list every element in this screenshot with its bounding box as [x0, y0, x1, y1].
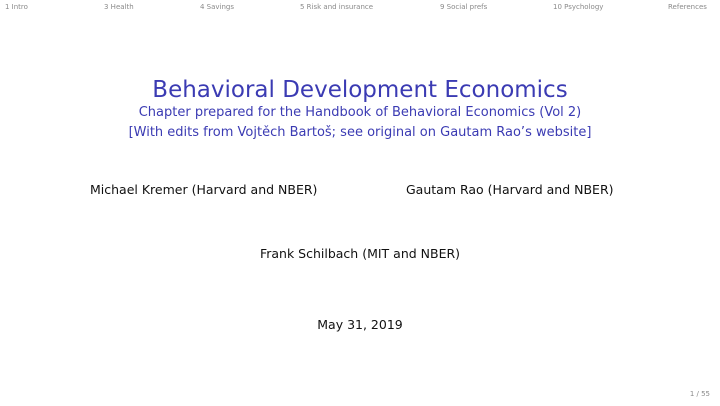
nav-item-health[interactable]: 3 Health [104, 3, 134, 11]
author-schilbach: Frank Schilbach (MIT and NBER) [259, 246, 461, 261]
slide-subtitle-line-2: [With edits from Vojtěch Bartoš; see original on Gautam Rao’s website] [128, 125, 592, 140]
nav-item-psychology[interactable]: 10 Psychology [553, 3, 604, 11]
page-number: 1 / 55 [689, 390, 710, 398]
section-navigation [0, 3, 720, 15]
slide-date: May 31, 2019 [317, 317, 403, 332]
slide-title: Behavioral Development Economics [152, 77, 568, 103]
nav-item-savings[interactable]: 4 Savings [200, 3, 235, 11]
nav-item-social-prefs[interactable]: 9 Social prefs [440, 3, 488, 11]
nav-item-intro[interactable]: 1 Intro [5, 3, 28, 11]
author-rao: Gautam Rao (Harvard and NBER) [406, 182, 614, 197]
author-kremer: Michael Kremer (Harvard and NBER) [90, 182, 318, 197]
nav-item-risk-and-insurance[interactable]: 5 Risk and insurance [300, 3, 374, 11]
nav-item-references[interactable]: References [668, 3, 707, 11]
slide-subtitle-line-1: Chapter prepared for the Handbook of Behavioral Economics (Vol 2) [138, 105, 582, 120]
